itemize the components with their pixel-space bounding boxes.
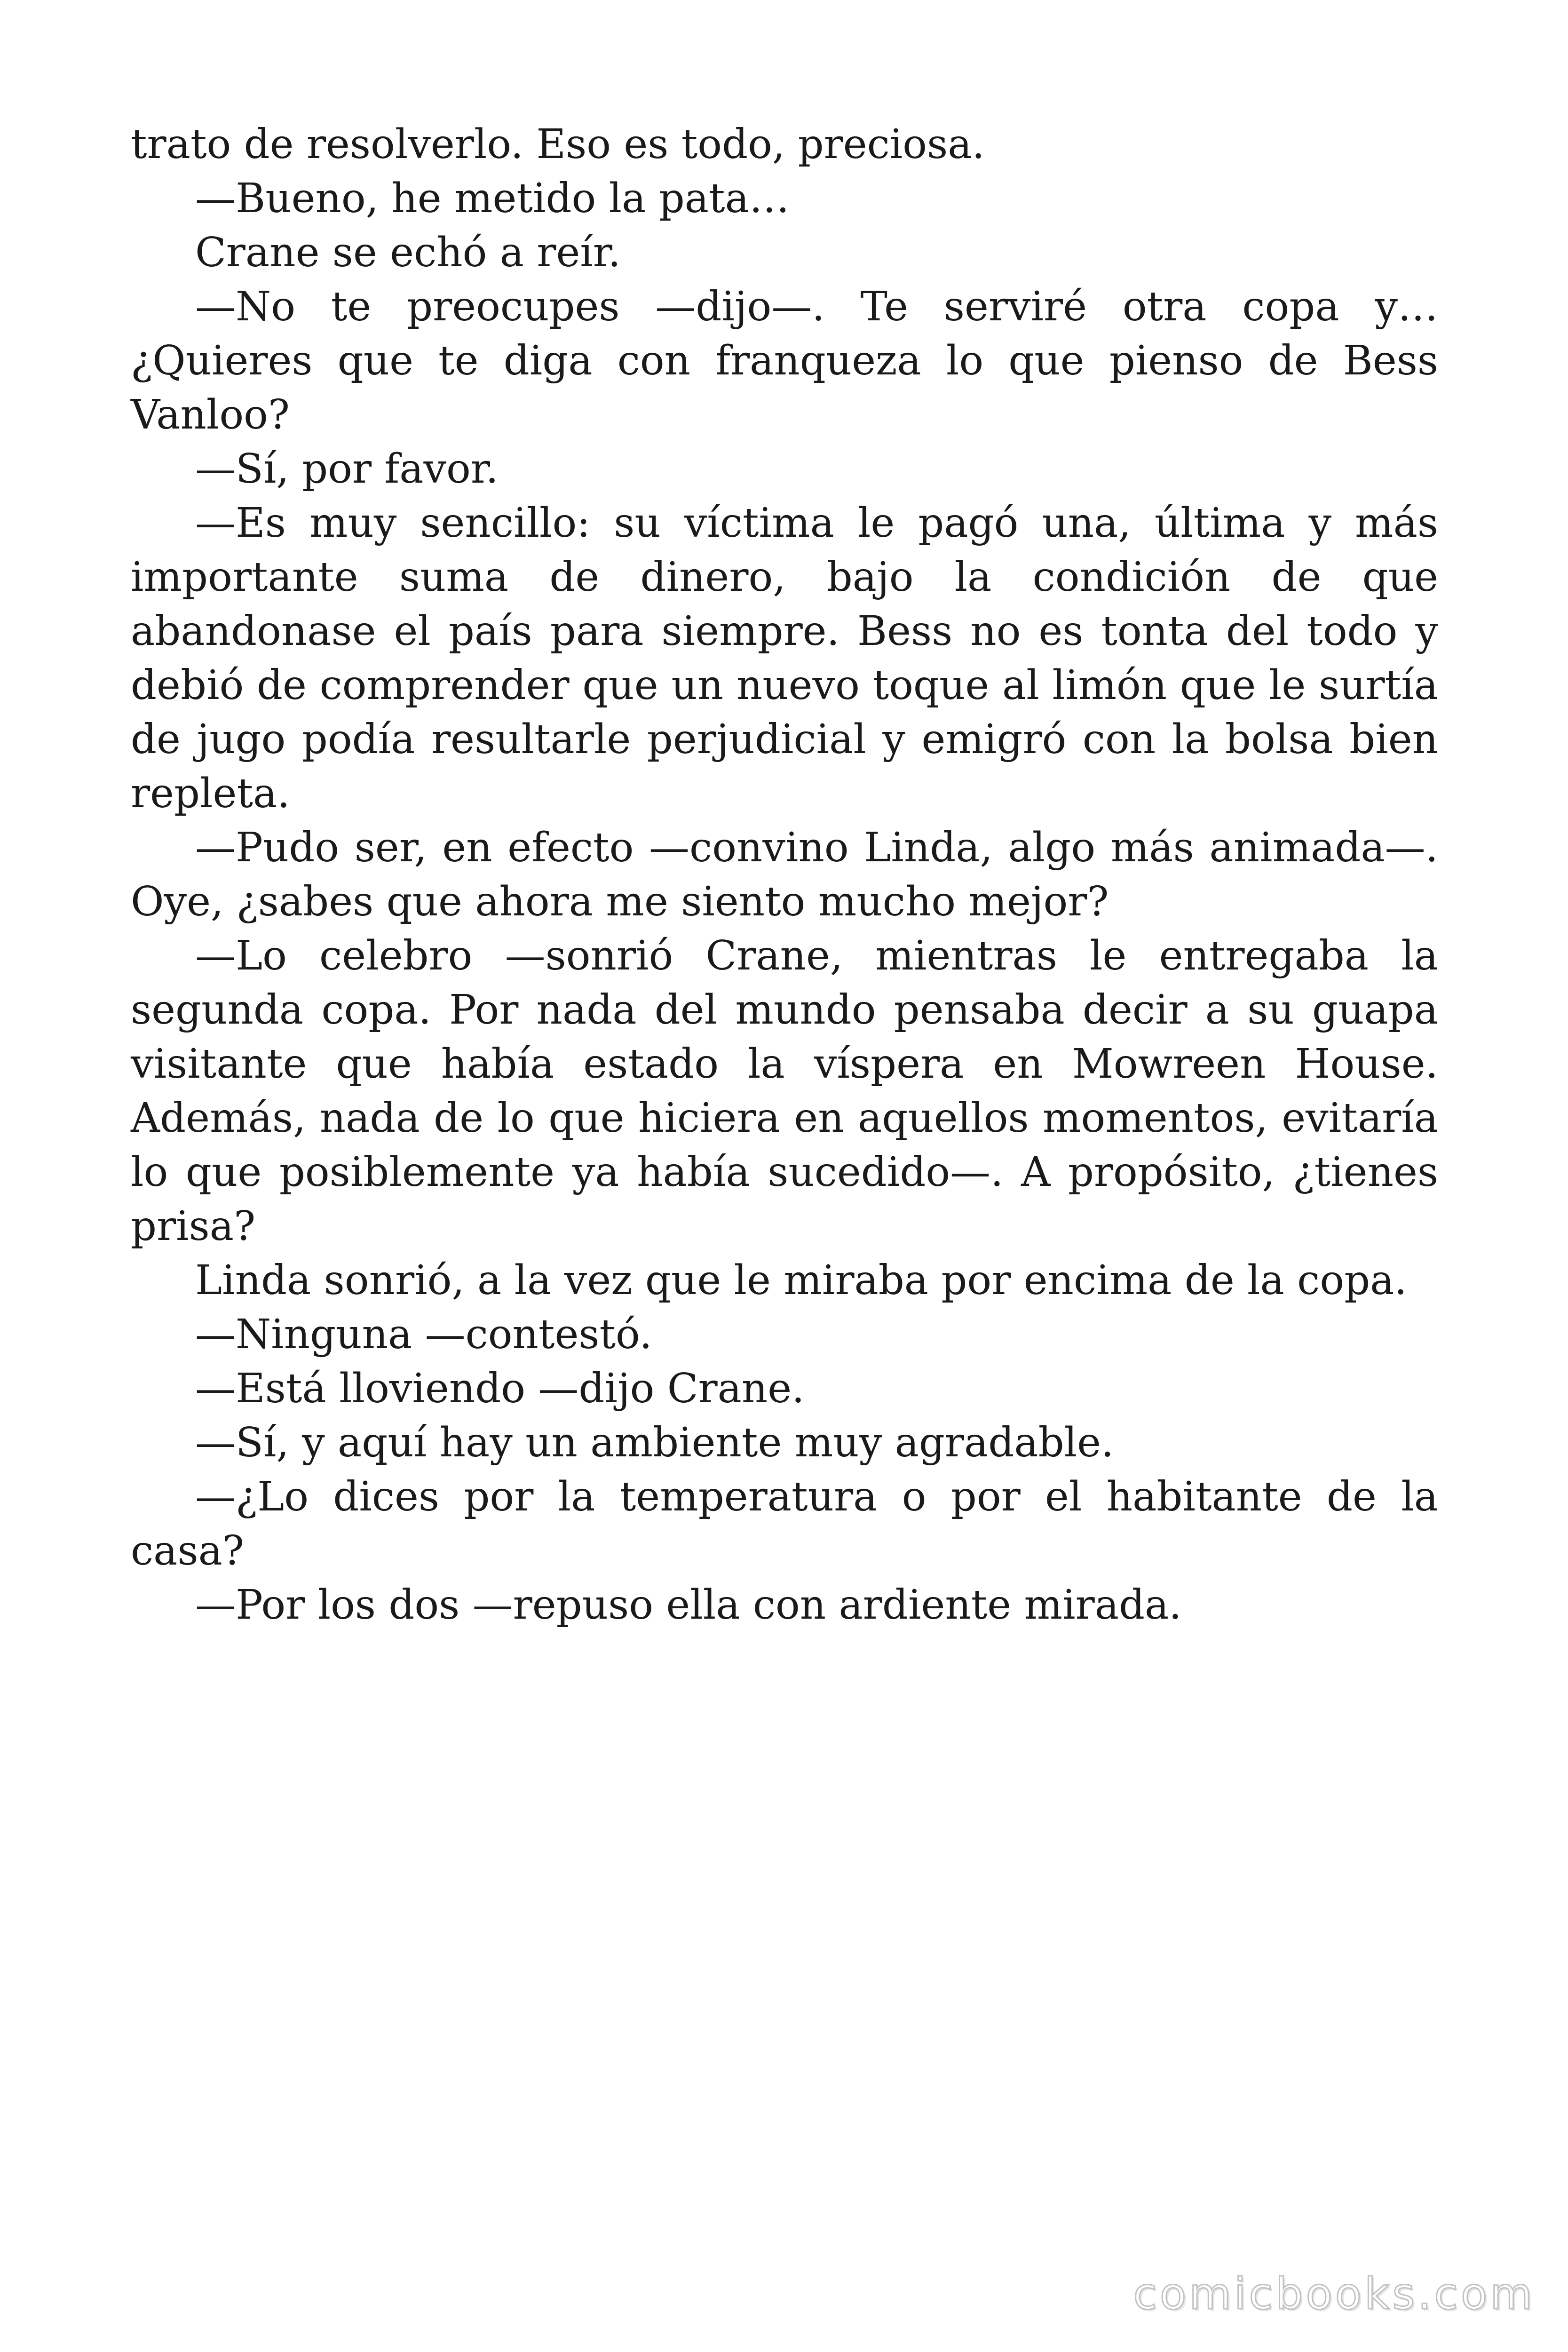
paragraph: —Lo celebro —sonrió Crane, mientras le entregaba la segunda copa. Por nada del mundo pensaba decir a su guapa visitante que había estado la víspera en Mowreen House. Además, nada de lo que hiciera en aquellos momentos, evitaría lo que posiblemente ya había sucedido—. A propósito, ¿tienes prisa? bbox=[131, 932, 1438, 1250]
paragraph: —Es muy sencillo: su víctima le pagó una, última y más importante suma de dinero, bajo la condición de que abandonase el país para siempre. Bess no es tonta del todo y debió de comprender que un nuevo toque al limón que le surtía de jugo podía resultarle perjudicial y emigró con la bolsa bien repleta. bbox=[131, 500, 1438, 817]
paragraph: —Sí, y aquí hay un ambiente muy agradable. bbox=[195, 1419, 1114, 1466]
paragraph: —Bueno, he metido la pata… bbox=[195, 175, 790, 222]
paragraph: Linda sonrió, a la vez que le miraba por encima de la copa. bbox=[195, 1257, 1407, 1304]
paragraph: —Sí, por favor. bbox=[195, 445, 499, 493]
paragraph: —Por los dos —repuso ella con ardiente mirada. bbox=[195, 1581, 1182, 1629]
paragraph: —No te preocupes —dijo—. Te serviré otra copa y… ¿Quieres que te diga con franqueza lo que pienso de Bess Vanloo? bbox=[131, 283, 1438, 438]
paragraph: —Ninguna —contestó. bbox=[195, 1311, 652, 1358]
paragraph: —¿Lo dices por la temperatura o por el habitante de la casa? bbox=[131, 1473, 1438, 1574]
watermark: comicbooks.com bbox=[1133, 2269, 1535, 2319]
body-text bbox=[131, 118, 1438, 1632]
paragraph: —Pudo ser, en efecto —convino Linda, algo más animada—. Oye, ¿sabes que ahora me siento mucho mejor? bbox=[131, 824, 1438, 925]
paragraph: Crane se echó a reír. bbox=[195, 229, 621, 276]
paragraph: trato de resolverlo. Eso es todo, preciosa. bbox=[131, 121, 985, 168]
paragraph: —Está lloviendo —dijo Crane. bbox=[195, 1365, 805, 1412]
